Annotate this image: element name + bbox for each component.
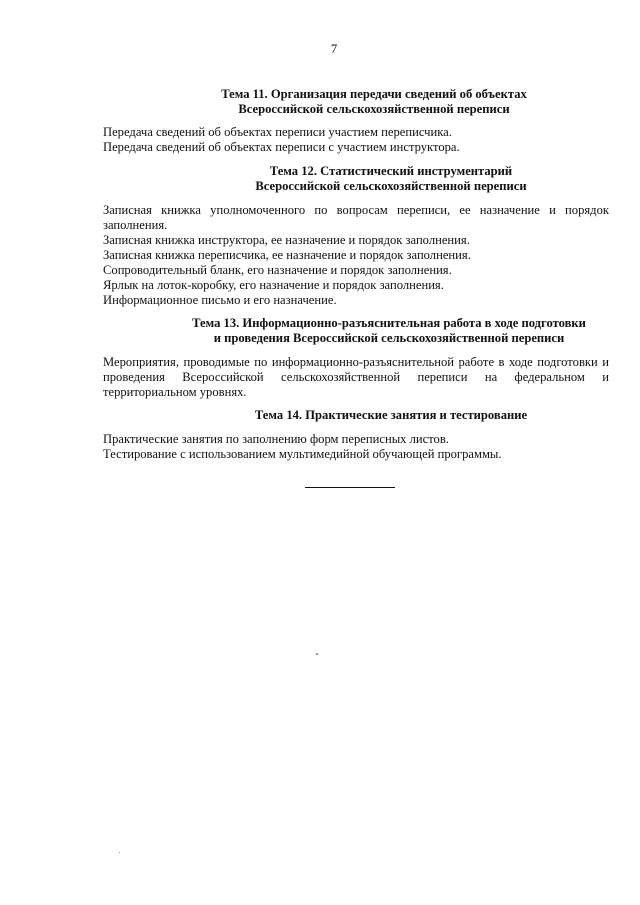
paragraph: Передача сведений об объектах переписи с участием инструктора.: [103, 140, 460, 154]
section-topic-11: [103, 87, 609, 155]
heading-line: Тема 14. Практические занятия и тестирование: [254, 408, 528, 422]
section-heading: [103, 87, 609, 117]
section-body: [103, 203, 609, 308]
paragraph: Передача сведений об объектах переписи участием переписчика.: [103, 125, 452, 139]
page-number: 7: [330, 41, 338, 56]
section-topic-12: [103, 164, 609, 308]
scan-speck: [119, 852, 120, 853]
paragraph: Информационное письмо и его назначение.: [103, 293, 337, 307]
paragraph: Сопроводительный бланк, его назначение и порядок заполнения.: [103, 263, 452, 277]
section-heading: [103, 164, 609, 194]
section-topic-14: [103, 408, 609, 462]
heading-line: Тема 12. Статистический инструментарий: [269, 164, 513, 178]
section-body: [103, 432, 609, 462]
paragraph: Практические занятия по заполнению форм переписных листов.: [103, 432, 449, 446]
heading-line: Тема 13. Информационно-разъяснительная работа в ходе подготовки: [192, 316, 586, 330]
heading-line: Всероссийской сельскохозяйственной переписи: [255, 179, 527, 193]
paragraph: Записная книжка уполномоченного по вопросам переписи, ее назначение и порядок заполнения.: [103, 203, 609, 232]
paragraph: Записная книжка инструктора, ее назначение и порядок заполнения.: [103, 233, 470, 247]
paragraph: Записная книжка переписчика, ее назначение и порядок заполнения.: [103, 248, 471, 262]
paragraph: Ярлык на лоток-коробку, его назначение и порядок заполнения.: [103, 278, 444, 292]
heading-line: Всероссийской сельскохозяйственной переписи: [238, 102, 510, 116]
heading-line: и проведения Всероссийской сельскохозяйственной переписи: [213, 331, 565, 345]
section-body: [103, 125, 609, 155]
paragraph: Мероприятия, проводимые по информационно-разъяснительной работе в ходе подготовки и проведения Всероссийской сельскохозяйственной переписи на федеральном и территориальном уровнях.: [103, 355, 609, 399]
document-body: [103, 87, 609, 462]
paragraph: Тестирование с использованием мультимедийной обучающей программы.: [103, 447, 502, 461]
end-of-document-rule: [305, 487, 395, 488]
section-topic-13: [103, 316, 609, 400]
heading-line: Тема 11. Организация передачи сведений об объектах: [221, 87, 527, 101]
section-body: [103, 355, 609, 400]
section-heading: [103, 316, 609, 346]
scan-speck: [316, 653, 318, 655]
section-heading: [103, 408, 609, 423]
